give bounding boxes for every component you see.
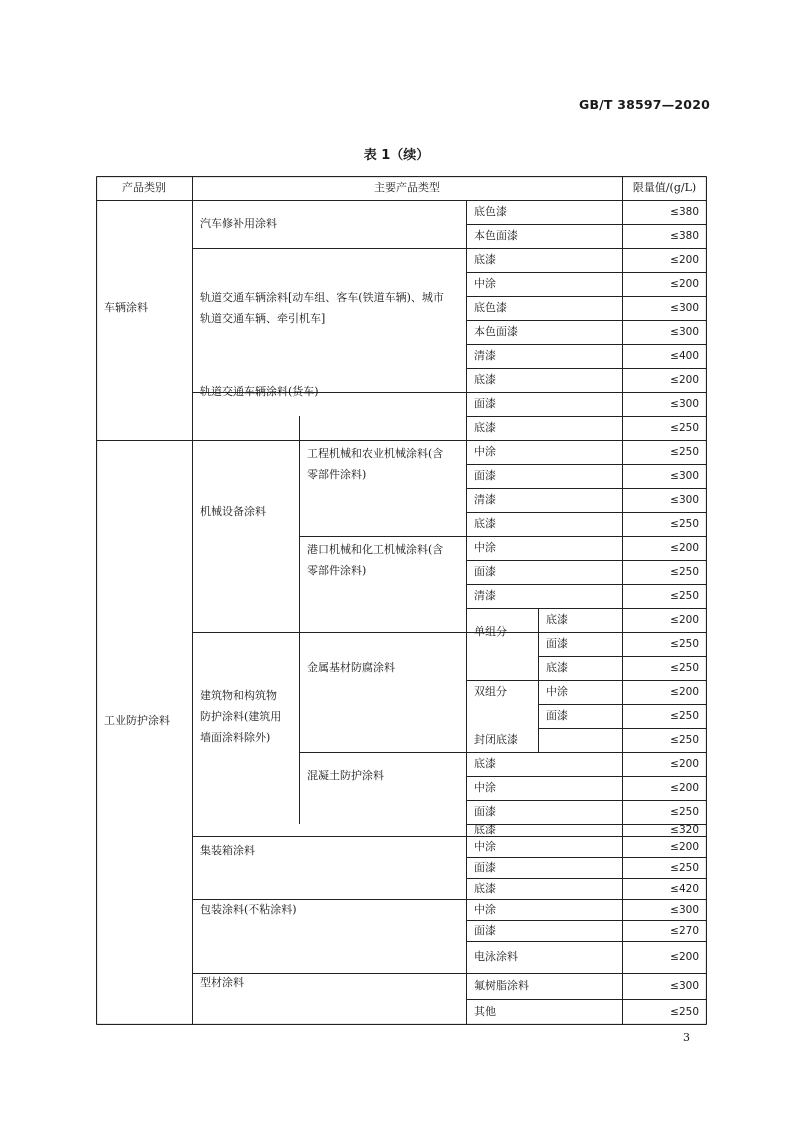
category-industrial: 工业防护涂料 bbox=[104, 713, 170, 727]
group-port-machinery-line: 零部件涂料) bbox=[307, 564, 367, 577]
coat-type-cell: 清漆 bbox=[474, 349, 496, 362]
group-building-line: 防护涂料(建筑用 bbox=[200, 709, 282, 723]
limit-value-cell: ≤250 bbox=[670, 861, 699, 874]
limit-value-cell: ≤420 bbox=[670, 882, 699, 895]
coat-type-cell: 面漆 bbox=[546, 709, 568, 722]
limit-value-cell: ≤250 bbox=[670, 734, 699, 746]
coat-type-cell: 中涂 bbox=[474, 781, 496, 794]
coat-type-cell: 中涂 bbox=[474, 541, 496, 554]
limit-value-cell: ≤300 bbox=[670, 302, 699, 314]
limit-value-cell: ≤250 bbox=[670, 806, 699, 818]
coat-type-cell: 底漆 bbox=[474, 881, 496, 895]
group-container: 集装箱涂料 bbox=[200, 844, 255, 857]
group-port-machinery-line: 港口机械和化工机械涂料(含 bbox=[307, 543, 444, 556]
coat-type-cell: 面漆 bbox=[474, 860, 496, 874]
coat-type-cell: 面漆 bbox=[474, 397, 496, 410]
coat-type-cell: 底漆 bbox=[474, 253, 496, 266]
group-auto-refinish: 汽车修补用涂料 bbox=[200, 217, 277, 230]
limit-value-cell: ≤200 bbox=[670, 840, 699, 853]
group-metal-anticorrosion: 金属基材防腐涂料 bbox=[307, 661, 395, 674]
coat-type-cell: 底漆 bbox=[474, 421, 496, 434]
limit-value-cell: ≤380 bbox=[670, 230, 699, 242]
limit-value-cell: ≤300 bbox=[670, 494, 699, 506]
coat-type-cell: 本色面漆 bbox=[474, 325, 518, 338]
group-concrete: 混凝土防护涂料 bbox=[307, 769, 384, 782]
category-vehicle: 车辆涂料 bbox=[104, 301, 148, 314]
limit-value-cell: ≤380 bbox=[670, 206, 699, 218]
limit-value-cell: ≤200 bbox=[670, 254, 699, 266]
limit-value-cell: ≤250 bbox=[670, 662, 699, 674]
limit-value-cell: ≤250 bbox=[670, 518, 699, 530]
coat-type-cell: 中涂 bbox=[474, 445, 496, 458]
limit-value-cell: ≤400 bbox=[670, 350, 699, 362]
limit-value-cell: ≤300 bbox=[670, 326, 699, 338]
coat-type-cell: 氟树脂涂料 bbox=[474, 979, 529, 992]
limit-value-cell: ≤270 bbox=[670, 924, 699, 937]
coat-type-cell: 底漆 bbox=[546, 661, 568, 674]
coat-type-cell: 电泳涂料 bbox=[474, 950, 518, 963]
coat-type-cell: 底漆 bbox=[474, 373, 496, 386]
coat-type-cell: 中涂 bbox=[546, 685, 568, 698]
limit-value-cell: ≤200 bbox=[670, 614, 699, 626]
limit-value-cell: ≤250 bbox=[670, 1006, 699, 1018]
coat-type-cell: 面漆 bbox=[474, 805, 496, 818]
group-rail-freight: 轨道交通车辆涂料(货车) bbox=[200, 385, 319, 398]
group-engineering-machinery bbox=[299, 416, 466, 512]
group-building-line: 墙面涂料除外) bbox=[200, 730, 271, 744]
header-category: 产品类别 bbox=[122, 181, 166, 194]
limit-value-cell: ≤250 bbox=[670, 710, 699, 722]
group-machinery: 机械设备涂料 bbox=[200, 505, 266, 518]
limit-value-cell: ≤300 bbox=[670, 470, 699, 482]
group-two-component: 双组分 bbox=[474, 685, 507, 698]
coat-type-cell: 中涂 bbox=[474, 277, 496, 290]
limit-value-cell: ≤300 bbox=[670, 398, 699, 410]
group-building bbox=[192, 608, 299, 824]
limit-value-cell: ≤200 bbox=[670, 686, 699, 698]
limit-value-cell: ≤200 bbox=[670, 758, 699, 770]
group-building-line: 建筑物和构筑物 bbox=[200, 688, 277, 702]
coat-type-cell: 底色漆 bbox=[474, 205, 507, 218]
page-number: 3 bbox=[683, 1031, 690, 1044]
limit-value-cell: ≤200 bbox=[670, 374, 699, 386]
limit-value-cell: ≤200 bbox=[670, 951, 699, 963]
header-type: 主要产品类型 bbox=[374, 181, 440, 194]
coat-type-cell: 中涂 bbox=[474, 902, 496, 916]
group-engineering-machinery-line: 工程机械和农业机械涂料(含 bbox=[307, 447, 444, 460]
table-title: 表 1（续） bbox=[363, 148, 430, 163]
limit-value-cell: ≤200 bbox=[670, 542, 699, 554]
standard-code: GB/T 38597—2020 bbox=[578, 97, 710, 112]
limit-value-cell: ≤200 bbox=[670, 782, 699, 794]
coat-type-cell: 面漆 bbox=[546, 637, 568, 650]
group-profile: 型材涂料 bbox=[200, 976, 244, 989]
coat-type-cell: 底漆 bbox=[474, 824, 496, 836]
coat-type-cell: 面漆 bbox=[474, 565, 496, 578]
group-port-machinery bbox=[299, 512, 466, 608]
coat-type-cell: 其他 bbox=[474, 1005, 496, 1018]
group-rail-passenger-line: 轨道交通车辆、牵引机车] bbox=[200, 312, 326, 325]
limit-value-cell: ≤320 bbox=[670, 824, 699, 836]
limit-value-cell: ≤250 bbox=[670, 638, 699, 650]
coat-type-cell: 底漆 bbox=[546, 613, 568, 626]
coat-type-cell: 清漆 bbox=[474, 589, 496, 602]
limit-value-cell: ≤200 bbox=[670, 278, 699, 290]
coat-type-cell: 底漆 bbox=[474, 517, 496, 530]
group-rail-passenger bbox=[192, 248, 466, 368]
coat-type-cell: 封闭底漆 bbox=[474, 733, 518, 746]
limit-value-cell: ≤250 bbox=[670, 566, 699, 578]
limits-table bbox=[96, 176, 707, 1025]
coat-type-cell: 底漆 bbox=[474, 757, 496, 770]
coat-type-cell: 清漆 bbox=[474, 493, 496, 506]
limit-value-cell: ≤250 bbox=[670, 422, 699, 434]
limit-value-cell: ≤300 bbox=[670, 903, 699, 916]
coat-type-cell: 底色漆 bbox=[474, 301, 507, 314]
group-engineering-machinery-line: 零部件涂料) bbox=[307, 468, 367, 481]
group-single-component: 单组分 bbox=[474, 625, 507, 638]
coat-type-cell: 面漆 bbox=[474, 469, 496, 482]
limit-value-cell: ≤250 bbox=[670, 446, 699, 458]
group-packaging: 包装涂料(不粘涂料) bbox=[200, 902, 297, 916]
coat-type-cell: 中涂 bbox=[474, 839, 496, 853]
limit-value-cell: ≤300 bbox=[670, 980, 699, 992]
group-rail-passenger-line: 轨道交通车辆涂料[动车组、客车(铁道车辆)、城市 bbox=[200, 291, 444, 304]
limit-value-cell: ≤250 bbox=[670, 590, 699, 602]
header-limit: 限量值/(g/L) bbox=[632, 181, 697, 194]
coat-type-cell: 本色面漆 bbox=[474, 229, 518, 242]
coat-type-cell: 面漆 bbox=[474, 923, 496, 937]
